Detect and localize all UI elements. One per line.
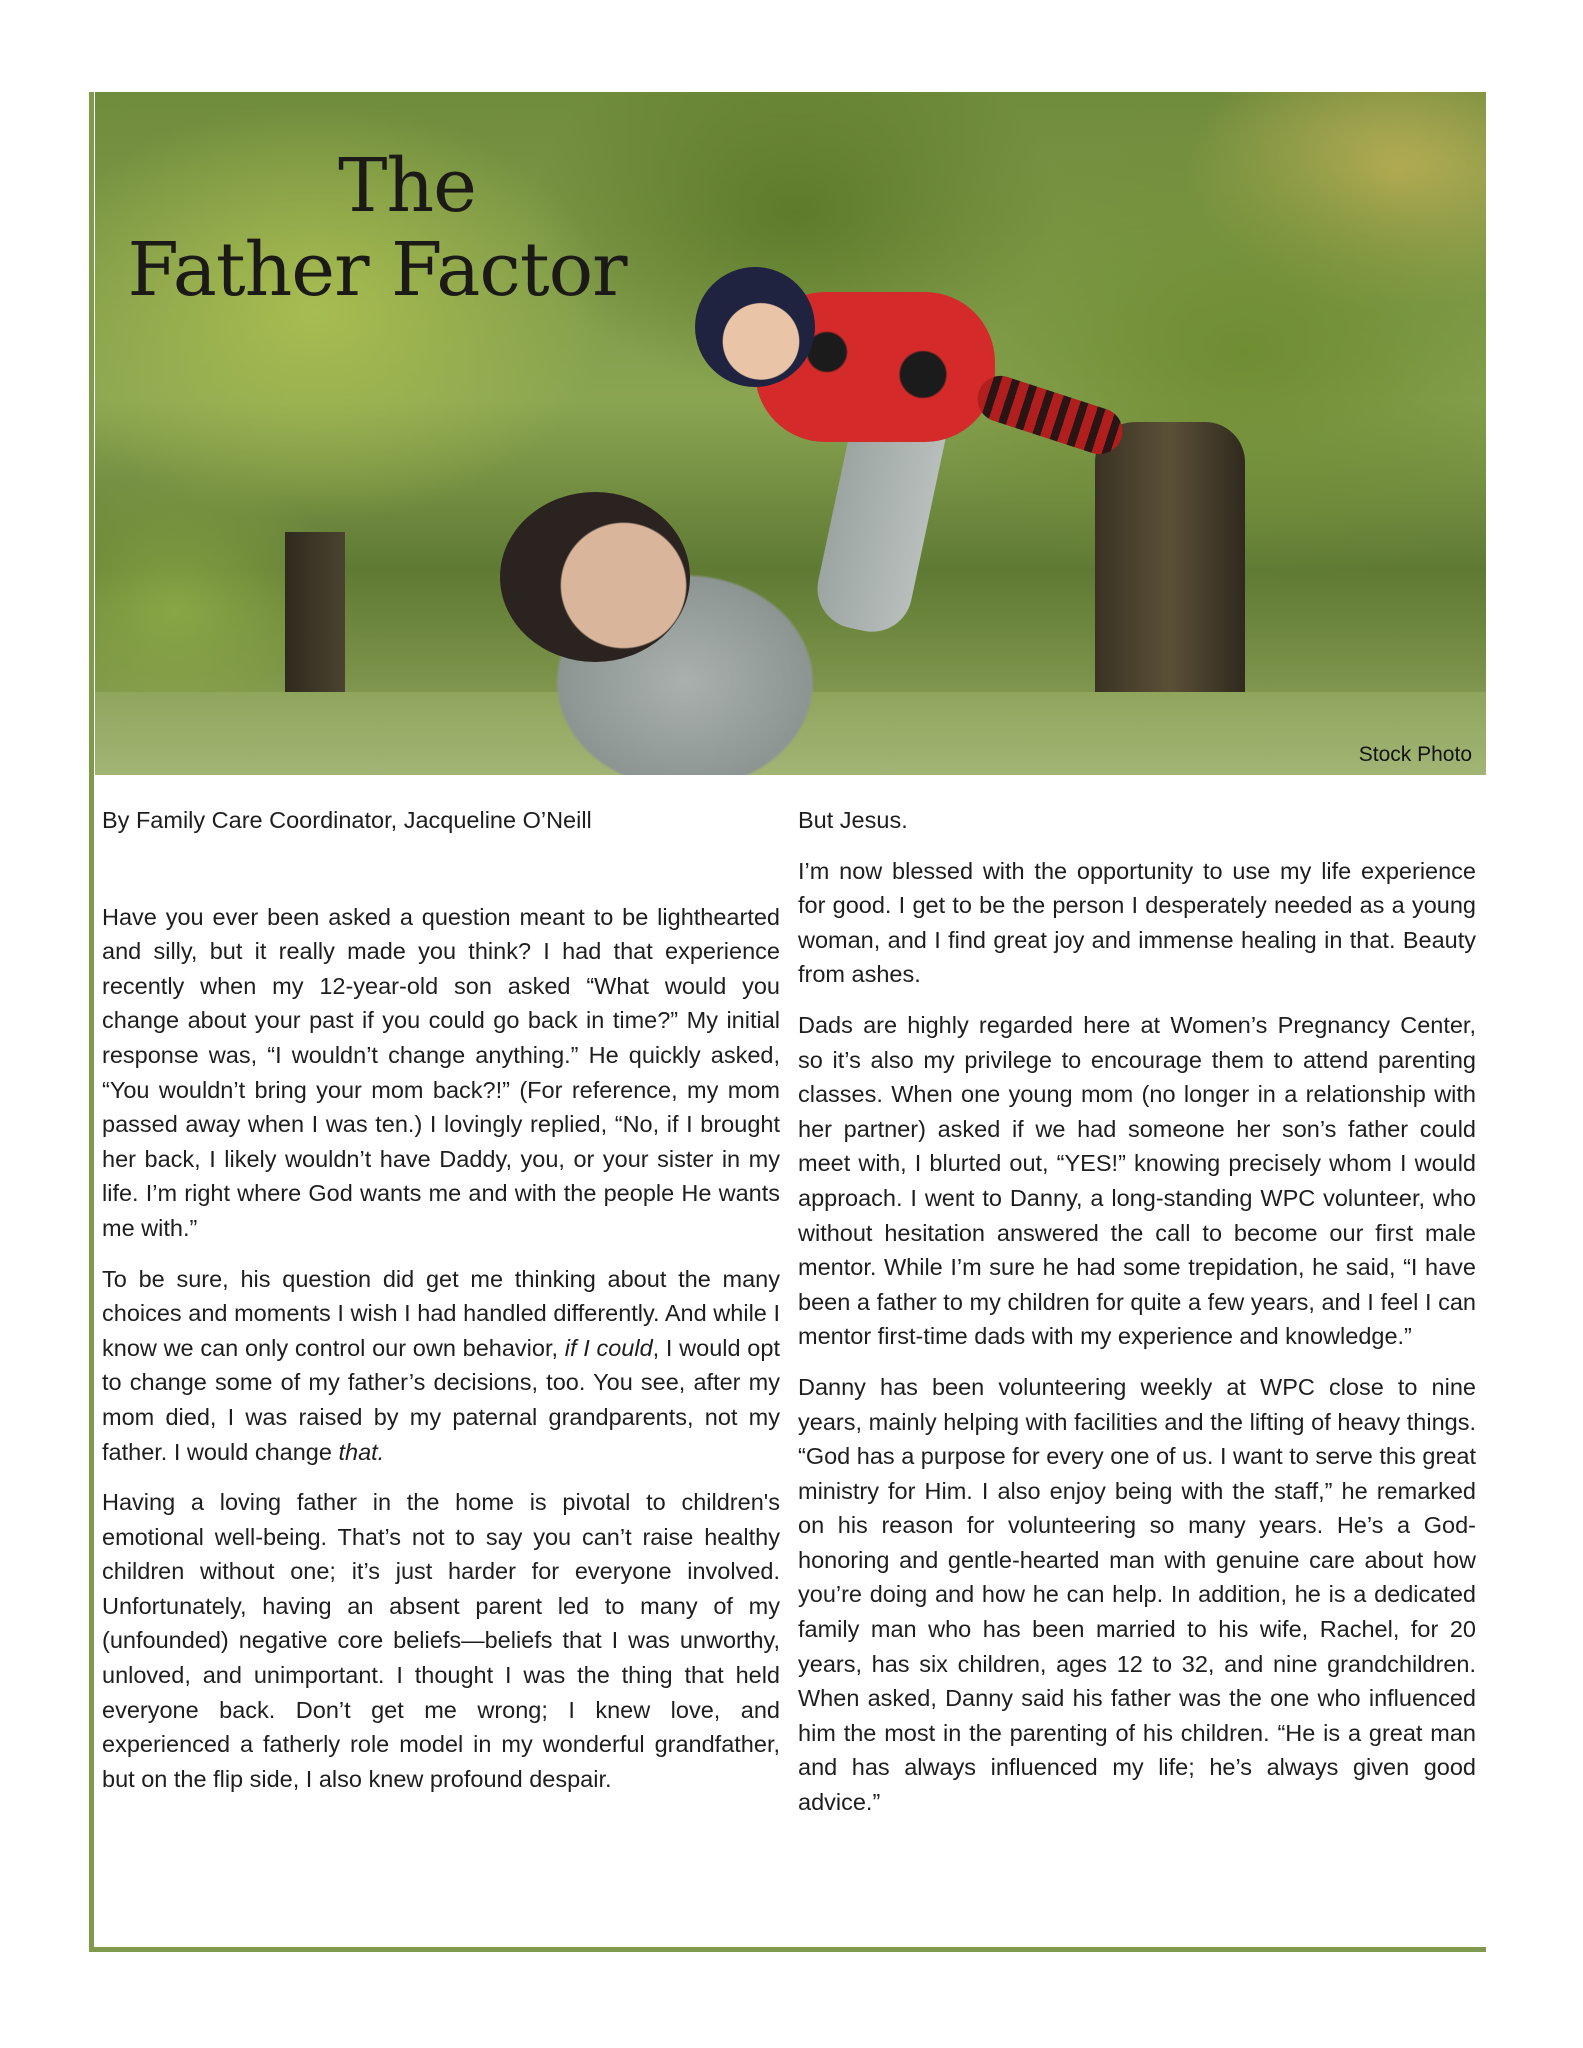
baby-head [695, 267, 815, 387]
text-run: To be sure, his question did get me thinking about the many choices and moments I wish I had handled differently. And while I know we can only control our own behavior, [102, 1265, 780, 1361]
text-run: , I would opt to change some of my father’s decisions, too. You see, after my mom died, I was raised by my paternal grandparents, not my father. I would change [102, 1334, 780, 1465]
paragraph: Have you ever been asked a question meant to be lighthearted and silly, but it really made you think? I had that experience recently when my 12-year-old son asked “What would you change about your past if you could go back in time?” My initial response was, “I wouldn’t change anything.” He quickly asked, “You wouldn’t bring your mom back?!” (For reference, my mom passed away when I was ten.) I lovingly replied, “No, if I brought her back, I likely wouldn’t have Daddy, you, or your sister in my life. I’m right where God wants me and with the people He wants me with.” [102, 903, 780, 1241]
paragraph [102, 1262, 780, 1470]
frame-left-rule [89, 92, 94, 1952]
emphasis: that. [338, 1438, 385, 1465]
article-column-left [102, 803, 780, 1796]
byline: By Family Care Coordinator, Jacqueline O’Neill [102, 807, 592, 833]
article-column-right [798, 803, 1476, 1820]
paragraph: But Jesus. [798, 807, 908, 833]
title-line-2: Father Factor [127, 227, 627, 313]
paragraph: Dads are highly regarded here at Women’s Pregnancy Center, so it’s also my privilege to encourage them to attend parenting classes. When one young mom (no longer in a relationship with her partner) asked if we had someone her son’s father could meet with, I blurted out, “YES!” knowing precisely whom I would approach. I went to Danny, a long-standing WPC volunteer, who without hesitation answered the call to become our first male mentor. While I’m sure he had some trepidation, he said, “I have been a father to my children for quite a few years, and I feel I can mentor first-time dads with my experience and knowledge.” [798, 1011, 1476, 1350]
hero-photo [95, 92, 1486, 775]
paragraph: I’m now blessed with the opportunity to use my life experience for good. I get to be the person I desperately needed as a young woman, and I find great joy and immense healing in that. Beauty from ashes. [798, 857, 1476, 988]
frame-bottom-rule [89, 1947, 1486, 1952]
photo-credit: Stock Photo [1358, 743, 1472, 766]
paragraph: Danny has been volunteering weekly at WPC close to nine years, mainly helping with facilities and the lifting of heavy things. “God has a purpose for every one of us. I want to serve this great ministry for Him. I also enjoy being with the staff,” he remarked on his reason for volunteering so many years. He’s a God-honoring and gentle-hearted man with genuine care about how you’re doing and how he can help. In addition, he is a dedicated family man who has been married to his wife, Rachel, for 20 years, has six children, ages 12 to 32, and nine grandchildren. When asked, Danny said his father was the one who influenced him the most in the parenting of his children. “He is a great man and has always influenced my life; he’s always given good advice.” [798, 1373, 1476, 1816]
title-line-1: The [338, 143, 476, 229]
father-head [500, 492, 690, 662]
page-title [117, 144, 637, 312]
paragraph: Having a loving father in the home is pivotal to children's emotional well-being. That’s not to say you can’t raise healthy children without one; it’s just harder for everyone involved. Unfortunately, having an absent parent led to many of my (unfounded) negative core beliefs—beliefs that I was unworthy, unloved, and unimportant. I thought I was the thing that held everyone back. Don’t get me wrong; I knew love, and experienced a fatherly role model in my wonderful grandfather, but on the flip side, I also knew profound despair. [102, 1489, 780, 1792]
baby-legs [972, 370, 1129, 460]
emphasis: if I could [564, 1334, 653, 1361]
